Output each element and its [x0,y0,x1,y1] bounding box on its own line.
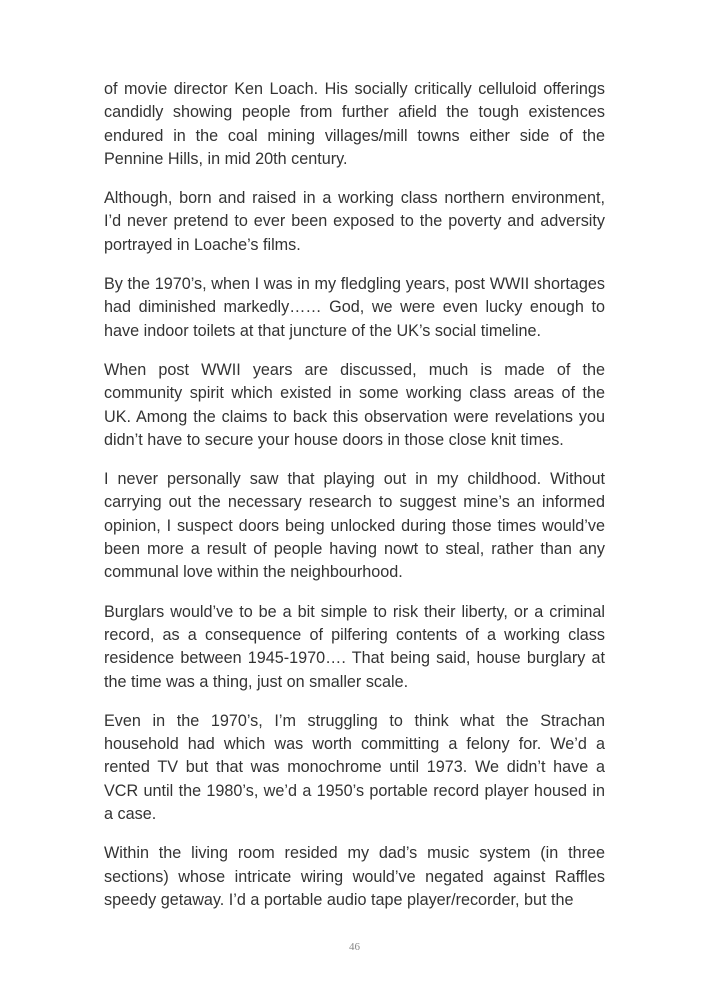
body-text [104,78,605,928]
paragraph-4: When post WWII years are discussed, much is made of the community spirit which existed in some working class areas of the UK. Among the claims to back this observation were revelations you didn’t have to secure your house doors in those close knit times. [104,360,605,449]
paragraph-5: I never personally saw that playing out in my childhood. Without carrying out the necessary research to suggest mine’s an informed opinion, I suspect doors being unlocked during those times would’ve been more a result of people having nowt to steal, rather than any communal love within the neighbourhood. [104,470,605,582]
paragraph-6: Burglars would’ve to be a bit simple to risk their liberty, or a criminal record, as a consequence of pilfering contents of a working class residence between 1945-1970…. That being said, house burglary at the time was a thing, just on smaller scale. [104,602,605,691]
paragraph-2: Although, born and raised in a working class northern environment, I’d never pretend to ever been exposed to the poverty and adversity portrayed in Loache’s films. [104,189,605,254]
paragraph-1: of movie director Ken Loach. His socially critically celluloid offerings candidly showing people from further afield the tough existences endured in the coal mining villages/mill towns either side of the Pennine Hills, in mid 20th century. [104,80,605,168]
paragraph-8: Within the living room resided my dad’s music system (in three sections) whose intricate wiring would’ve negated against Raffles speedy getaway. I’d a portable audio tape player/recorder, but the [104,844,605,909]
paragraph-3: By the 1970’s, when I was in my fledgling years, post WWII shortages had diminished markedly…… God, we were even lucky enough to have indoor toilets at that juncture of the UK’s social timeline. [104,275,605,340]
paragraph-7: Even in the 1970’s, I’m struggling to think what the Strachan household had which was worth committing a felony for. We’d a rented TV but that was monochrome until 1973. We didn’t have a VCR until the 1980’s, we’d a 1950’s portable record player housed in a case. [104,711,605,824]
page-number: 46 [349,941,360,953]
